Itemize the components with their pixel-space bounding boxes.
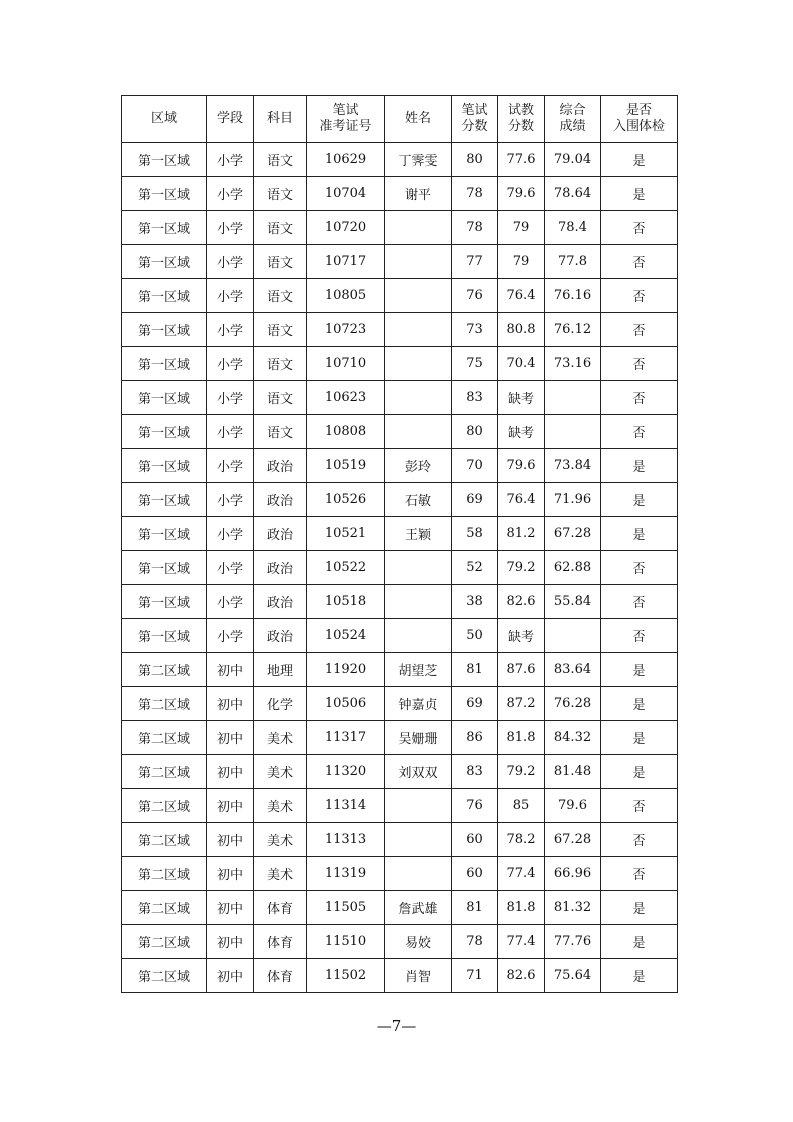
cell-col-stage: 小学 xyxy=(207,551,254,585)
cell-col-name: 钟嘉贞 xyxy=(385,687,452,721)
cell-col-shortlisted: 是 xyxy=(601,959,678,993)
cell-col-written-score: 81 xyxy=(452,653,498,687)
cell-col-written-score: 71 xyxy=(452,959,498,993)
cell-col-name xyxy=(385,857,452,891)
cell-col-written-score: 69 xyxy=(452,687,498,721)
cell-col-teaching-score: 81.2 xyxy=(498,517,545,551)
cell-col-shortlisted: 否 xyxy=(601,789,678,823)
cell-col-total-score xyxy=(545,619,601,653)
cell-col-region: 第一区域 xyxy=(122,279,207,313)
cell-col-stage: 初中 xyxy=(207,721,254,755)
cell-col-teaching-score: 81.8 xyxy=(498,721,545,755)
cell-col-teaching-score: 82.6 xyxy=(498,585,545,619)
cell-col-subject: 语文 xyxy=(254,143,307,177)
cell-col-shortlisted: 是 xyxy=(601,891,678,925)
cell-col-subject: 政治 xyxy=(254,619,307,653)
table-row xyxy=(122,857,678,891)
cell-col-teaching-score: 82.6 xyxy=(498,959,545,993)
cell-col-subject: 语文 xyxy=(254,245,307,279)
cell-col-shortlisted: 是 xyxy=(601,483,678,517)
table-row xyxy=(122,483,678,517)
table-row xyxy=(122,619,678,653)
cell-col-region: 第一区域 xyxy=(122,483,207,517)
cell-col-exam-id: 10710 xyxy=(307,347,385,381)
cell-col-stage: 小学 xyxy=(207,585,254,619)
cell-col-region: 第一区域 xyxy=(122,551,207,585)
cell-col-name: 王颖 xyxy=(385,517,452,551)
cell-col-exam-id: 11314 xyxy=(307,789,385,823)
cell-col-region: 第二区域 xyxy=(122,959,207,993)
cell-col-name xyxy=(385,789,452,823)
cell-col-subject: 政治 xyxy=(254,551,307,585)
cell-col-subject: 语文 xyxy=(254,313,307,347)
cell-col-name xyxy=(385,279,452,313)
table-row xyxy=(122,959,678,993)
cell-col-teaching-score: 77.4 xyxy=(498,925,545,959)
cell-col-exam-id: 10629 xyxy=(307,143,385,177)
cell-col-exam-id: 10717 xyxy=(307,245,385,279)
cell-col-stage: 小学 xyxy=(207,415,254,449)
cell-col-region: 第二区域 xyxy=(122,925,207,959)
table-row xyxy=(122,415,678,449)
cell-col-name xyxy=(385,619,452,653)
cell-col-stage: 初中 xyxy=(207,789,254,823)
cell-col-shortlisted: 否 xyxy=(601,585,678,619)
cell-col-written-score: 78 xyxy=(452,177,498,211)
cell-col-stage: 初中 xyxy=(207,857,254,891)
cell-col-subject: 化学 xyxy=(254,687,307,721)
cell-col-written-score: 80 xyxy=(452,415,498,449)
cell-col-name xyxy=(385,347,452,381)
cell-col-subject: 体育 xyxy=(254,925,307,959)
cell-col-exam-id: 11317 xyxy=(307,721,385,755)
cell-col-teaching-score: 缺考 xyxy=(498,619,545,653)
cell-col-name xyxy=(385,823,452,857)
cell-col-name: 詹武雄 xyxy=(385,891,452,925)
cell-col-total-score: 75.64 xyxy=(545,959,601,993)
table-row xyxy=(122,245,678,279)
cell-col-teaching-score: 79.2 xyxy=(498,551,545,585)
cell-col-exam-id: 10519 xyxy=(307,449,385,483)
cell-col-region: 第一区域 xyxy=(122,313,207,347)
cell-col-written-score: 86 xyxy=(452,721,498,755)
cell-col-exam-id: 10518 xyxy=(307,585,385,619)
cell-col-teaching-score: 79 xyxy=(498,245,545,279)
table-row xyxy=(122,449,678,483)
cell-col-name: 彭玲 xyxy=(385,449,452,483)
cell-col-total-score: 83.64 xyxy=(545,653,601,687)
cell-col-written-score: 78 xyxy=(452,211,498,245)
cell-col-total-score: 78.64 xyxy=(545,177,601,211)
cell-col-name: 吴姗珊 xyxy=(385,721,452,755)
cell-col-total-score: 67.28 xyxy=(545,823,601,857)
header-col-written-score: 笔试 分数 xyxy=(452,96,498,143)
cell-col-written-score: 81 xyxy=(452,891,498,925)
cell-col-teaching-score: 85 xyxy=(498,789,545,823)
cell-col-exam-id: 10526 xyxy=(307,483,385,517)
cell-col-stage: 初中 xyxy=(207,891,254,925)
cell-col-name xyxy=(385,415,452,449)
cell-col-subject: 政治 xyxy=(254,483,307,517)
cell-col-subject: 美术 xyxy=(254,755,307,789)
cell-col-stage: 小学 xyxy=(207,619,254,653)
cell-col-stage: 小学 xyxy=(207,347,254,381)
cell-col-teaching-score: 76.4 xyxy=(498,279,545,313)
cell-col-name xyxy=(385,381,452,415)
cell-col-shortlisted: 是 xyxy=(601,143,678,177)
cell-col-exam-id: 11920 xyxy=(307,653,385,687)
header-col-shortlisted: 是否 入围体检 xyxy=(601,96,678,143)
cell-col-subject: 语文 xyxy=(254,177,307,211)
cell-col-written-score: 52 xyxy=(452,551,498,585)
cell-col-subject: 政治 xyxy=(254,585,307,619)
cell-col-stage: 小学 xyxy=(207,245,254,279)
cell-col-subject: 语文 xyxy=(254,415,307,449)
header-col-region: 区域 xyxy=(122,96,207,143)
cell-col-teaching-score: 77.4 xyxy=(498,857,545,891)
page-number: —7— xyxy=(376,1017,417,1035)
cell-col-region: 第二区域 xyxy=(122,891,207,925)
cell-col-stage: 初中 xyxy=(207,823,254,857)
header-col-stage: 学段 xyxy=(207,96,254,143)
cell-col-exam-id: 10506 xyxy=(307,687,385,721)
cell-col-stage: 小学 xyxy=(207,177,254,211)
cell-col-exam-id: 11319 xyxy=(307,857,385,891)
cell-col-teaching-score: 79.6 xyxy=(498,449,545,483)
cell-col-name: 石敏 xyxy=(385,483,452,517)
cell-col-stage: 小学 xyxy=(207,483,254,517)
cell-col-subject: 政治 xyxy=(254,517,307,551)
cell-col-total-score: 62.88 xyxy=(545,551,601,585)
cell-col-teaching-score: 缺考 xyxy=(498,381,545,415)
cell-col-shortlisted: 否 xyxy=(601,551,678,585)
cell-col-teaching-score: 81.8 xyxy=(498,891,545,925)
cell-col-total-score: 76.16 xyxy=(545,279,601,313)
table-row xyxy=(122,789,678,823)
cell-col-shortlisted: 是 xyxy=(601,721,678,755)
cell-col-total-score: 79.6 xyxy=(545,789,601,823)
cell-col-total-score: 55.84 xyxy=(545,585,601,619)
cell-col-teaching-score: 70.4 xyxy=(498,347,545,381)
cell-col-exam-id: 11502 xyxy=(307,959,385,993)
cell-col-stage: 小学 xyxy=(207,517,254,551)
cell-col-exam-id: 11313 xyxy=(307,823,385,857)
cell-col-region: 第一区域 xyxy=(122,211,207,245)
cell-col-region: 第一区域 xyxy=(122,415,207,449)
table-header xyxy=(122,96,678,143)
cell-col-teaching-score: 79.6 xyxy=(498,177,545,211)
cell-col-total-score: 73.16 xyxy=(545,347,601,381)
cell-col-written-score: 69 xyxy=(452,483,498,517)
cell-col-name: 丁霁雯 xyxy=(385,143,452,177)
table-row xyxy=(122,585,678,619)
cell-col-shortlisted: 否 xyxy=(601,857,678,891)
cell-col-exam-id: 10524 xyxy=(307,619,385,653)
cell-col-total-score: 73.84 xyxy=(545,449,601,483)
table-row xyxy=(122,177,678,211)
header-col-exam-id: 笔试 准考证号 xyxy=(307,96,385,143)
cell-col-shortlisted: 是 xyxy=(601,687,678,721)
cell-col-written-score: 60 xyxy=(452,823,498,857)
cell-col-total-score: 77.76 xyxy=(545,925,601,959)
table-row xyxy=(122,823,678,857)
cell-col-shortlisted: 否 xyxy=(601,347,678,381)
cell-col-shortlisted: 否 xyxy=(601,381,678,415)
cell-col-subject: 语文 xyxy=(254,279,307,313)
cell-col-stage: 初中 xyxy=(207,653,254,687)
table-row xyxy=(122,653,678,687)
cell-col-region: 第二区域 xyxy=(122,653,207,687)
cell-col-written-score: 60 xyxy=(452,857,498,891)
cell-col-name xyxy=(385,585,452,619)
cell-col-shortlisted: 否 xyxy=(601,211,678,245)
table-row xyxy=(122,313,678,347)
cell-col-exam-id: 11320 xyxy=(307,755,385,789)
table-row xyxy=(122,381,678,415)
cell-col-stage: 小学 xyxy=(207,381,254,415)
cell-col-written-score: 80 xyxy=(452,143,498,177)
cell-col-written-score: 76 xyxy=(452,279,498,313)
cell-col-stage: 初中 xyxy=(207,687,254,721)
cell-col-name: 易姣 xyxy=(385,925,452,959)
cell-col-total-score: 81.48 xyxy=(545,755,601,789)
cell-col-region: 第二区域 xyxy=(122,823,207,857)
cell-col-region: 第二区域 xyxy=(122,755,207,789)
cell-col-region: 第一区域 xyxy=(122,381,207,415)
header-col-teaching-score: 试教 分数 xyxy=(498,96,545,143)
cell-col-total-score: 77.8 xyxy=(545,245,601,279)
cell-col-name: 谢平 xyxy=(385,177,452,211)
cell-col-written-score: 83 xyxy=(452,755,498,789)
cell-col-total-score: 81.32 xyxy=(545,891,601,925)
cell-col-name xyxy=(385,211,452,245)
cell-col-total-score: 66.96 xyxy=(545,857,601,891)
cell-col-name: 胡望芝 xyxy=(385,653,452,687)
cell-col-written-score: 58 xyxy=(452,517,498,551)
cell-col-subject: 地理 xyxy=(254,653,307,687)
table-row xyxy=(122,143,678,177)
cell-col-written-score: 75 xyxy=(452,347,498,381)
cell-col-shortlisted: 是 xyxy=(601,517,678,551)
cell-col-stage: 小学 xyxy=(207,279,254,313)
table-row xyxy=(122,687,678,721)
cell-col-subject: 语文 xyxy=(254,381,307,415)
cell-col-name: 肖智 xyxy=(385,959,452,993)
cell-col-region: 第一区域 xyxy=(122,619,207,653)
cell-col-name xyxy=(385,313,452,347)
cell-col-teaching-score: 87.2 xyxy=(498,687,545,721)
cell-col-exam-id: 10808 xyxy=(307,415,385,449)
cell-col-region: 第一区域 xyxy=(122,449,207,483)
header-col-name: 姓名 xyxy=(385,96,452,143)
cell-col-stage: 小学 xyxy=(207,143,254,177)
table-row xyxy=(122,517,678,551)
cell-col-stage: 小学 xyxy=(207,449,254,483)
cell-col-written-score: 70 xyxy=(452,449,498,483)
cell-col-region: 第二区域 xyxy=(122,857,207,891)
cell-col-total-score: 84.32 xyxy=(545,721,601,755)
cell-col-stage: 小学 xyxy=(207,313,254,347)
cell-col-shortlisted: 是 xyxy=(601,653,678,687)
cell-col-total-score: 78.4 xyxy=(545,211,601,245)
cell-col-total-score xyxy=(545,415,601,449)
header-row xyxy=(122,96,678,143)
cell-col-written-score: 38 xyxy=(452,585,498,619)
cell-col-region: 第一区域 xyxy=(122,143,207,177)
cell-col-stage: 小学 xyxy=(207,211,254,245)
cell-col-teaching-score: 79.2 xyxy=(498,755,545,789)
cell-col-exam-id: 10522 xyxy=(307,551,385,585)
cell-col-shortlisted: 否 xyxy=(601,415,678,449)
cell-col-region: 第二区域 xyxy=(122,721,207,755)
cell-col-name xyxy=(385,245,452,279)
cell-col-stage: 初中 xyxy=(207,959,254,993)
cell-col-region: 第二区域 xyxy=(122,687,207,721)
cell-col-shortlisted: 否 xyxy=(601,279,678,313)
cell-col-written-score: 50 xyxy=(452,619,498,653)
cell-col-stage: 初中 xyxy=(207,755,254,789)
cell-col-written-score: 76 xyxy=(452,789,498,823)
table-row xyxy=(122,721,678,755)
cell-col-shortlisted: 否 xyxy=(601,823,678,857)
cell-col-teaching-score: 79 xyxy=(498,211,545,245)
cell-col-stage: 初中 xyxy=(207,925,254,959)
cell-col-written-score: 83 xyxy=(452,381,498,415)
cell-col-subject: 语文 xyxy=(254,211,307,245)
table-row xyxy=(122,211,678,245)
cell-col-teaching-score: 76.4 xyxy=(498,483,545,517)
table-body xyxy=(122,143,678,993)
table-row xyxy=(122,347,678,381)
cell-col-exam-id: 10805 xyxy=(307,279,385,313)
table-row xyxy=(122,279,678,313)
cell-col-region: 第一区域 xyxy=(122,517,207,551)
cell-col-exam-id: 11505 xyxy=(307,891,385,925)
cell-col-subject: 体育 xyxy=(254,959,307,993)
cell-col-shortlisted: 是 xyxy=(601,177,678,211)
cell-col-total-score: 79.04 xyxy=(545,143,601,177)
cell-col-region: 第二区域 xyxy=(122,789,207,823)
table-row xyxy=(122,891,678,925)
cell-col-exam-id: 10704 xyxy=(307,177,385,211)
cell-col-teaching-score: 80.8 xyxy=(498,313,545,347)
cell-col-subject: 美术 xyxy=(254,721,307,755)
cell-col-written-score: 78 xyxy=(452,925,498,959)
cell-col-subject: 美术 xyxy=(254,857,307,891)
cell-col-total-score: 71.96 xyxy=(545,483,601,517)
cell-col-total-score: 67.28 xyxy=(545,517,601,551)
table-row xyxy=(122,925,678,959)
cell-col-teaching-score: 77.6 xyxy=(498,143,545,177)
cell-col-shortlisted: 是 xyxy=(601,755,678,789)
header-col-subject: 科目 xyxy=(254,96,307,143)
cell-col-exam-id: 10521 xyxy=(307,517,385,551)
cell-col-exam-id: 10720 xyxy=(307,211,385,245)
header-col-total-score: 综合 成绩 xyxy=(545,96,601,143)
cell-col-shortlisted: 是 xyxy=(601,449,678,483)
cell-col-region: 第一区域 xyxy=(122,347,207,381)
cell-col-subject: 政治 xyxy=(254,449,307,483)
cell-col-subject: 美术 xyxy=(254,789,307,823)
table-row xyxy=(122,755,678,789)
cell-col-total-score: 76.12 xyxy=(545,313,601,347)
cell-col-total-score: 76.28 xyxy=(545,687,601,721)
cell-col-region: 第一区域 xyxy=(122,177,207,211)
cell-col-region: 第一区域 xyxy=(122,245,207,279)
cell-col-shortlisted: 否 xyxy=(601,245,678,279)
cell-col-shortlisted: 否 xyxy=(601,313,678,347)
cell-col-subject: 体育 xyxy=(254,891,307,925)
cell-col-teaching-score: 87.6 xyxy=(498,653,545,687)
cell-col-written-score: 77 xyxy=(452,245,498,279)
cell-col-written-score: 73 xyxy=(452,313,498,347)
cell-col-subject: 美术 xyxy=(254,823,307,857)
cell-col-exam-id: 11510 xyxy=(307,925,385,959)
cell-col-region: 第一区域 xyxy=(122,585,207,619)
table-row xyxy=(122,551,678,585)
cell-col-exam-id: 10723 xyxy=(307,313,385,347)
cell-col-subject: 语文 xyxy=(254,347,307,381)
cell-col-name: 刘双双 xyxy=(385,755,452,789)
cell-col-exam-id: 10623 xyxy=(307,381,385,415)
cell-col-name xyxy=(385,551,452,585)
cell-col-teaching-score: 缺考 xyxy=(498,415,545,449)
cell-col-teaching-score: 78.2 xyxy=(498,823,545,857)
cell-col-total-score xyxy=(545,381,601,415)
score-table xyxy=(121,95,678,993)
cell-col-shortlisted: 是 xyxy=(601,925,678,959)
cell-col-shortlisted: 否 xyxy=(601,619,678,653)
